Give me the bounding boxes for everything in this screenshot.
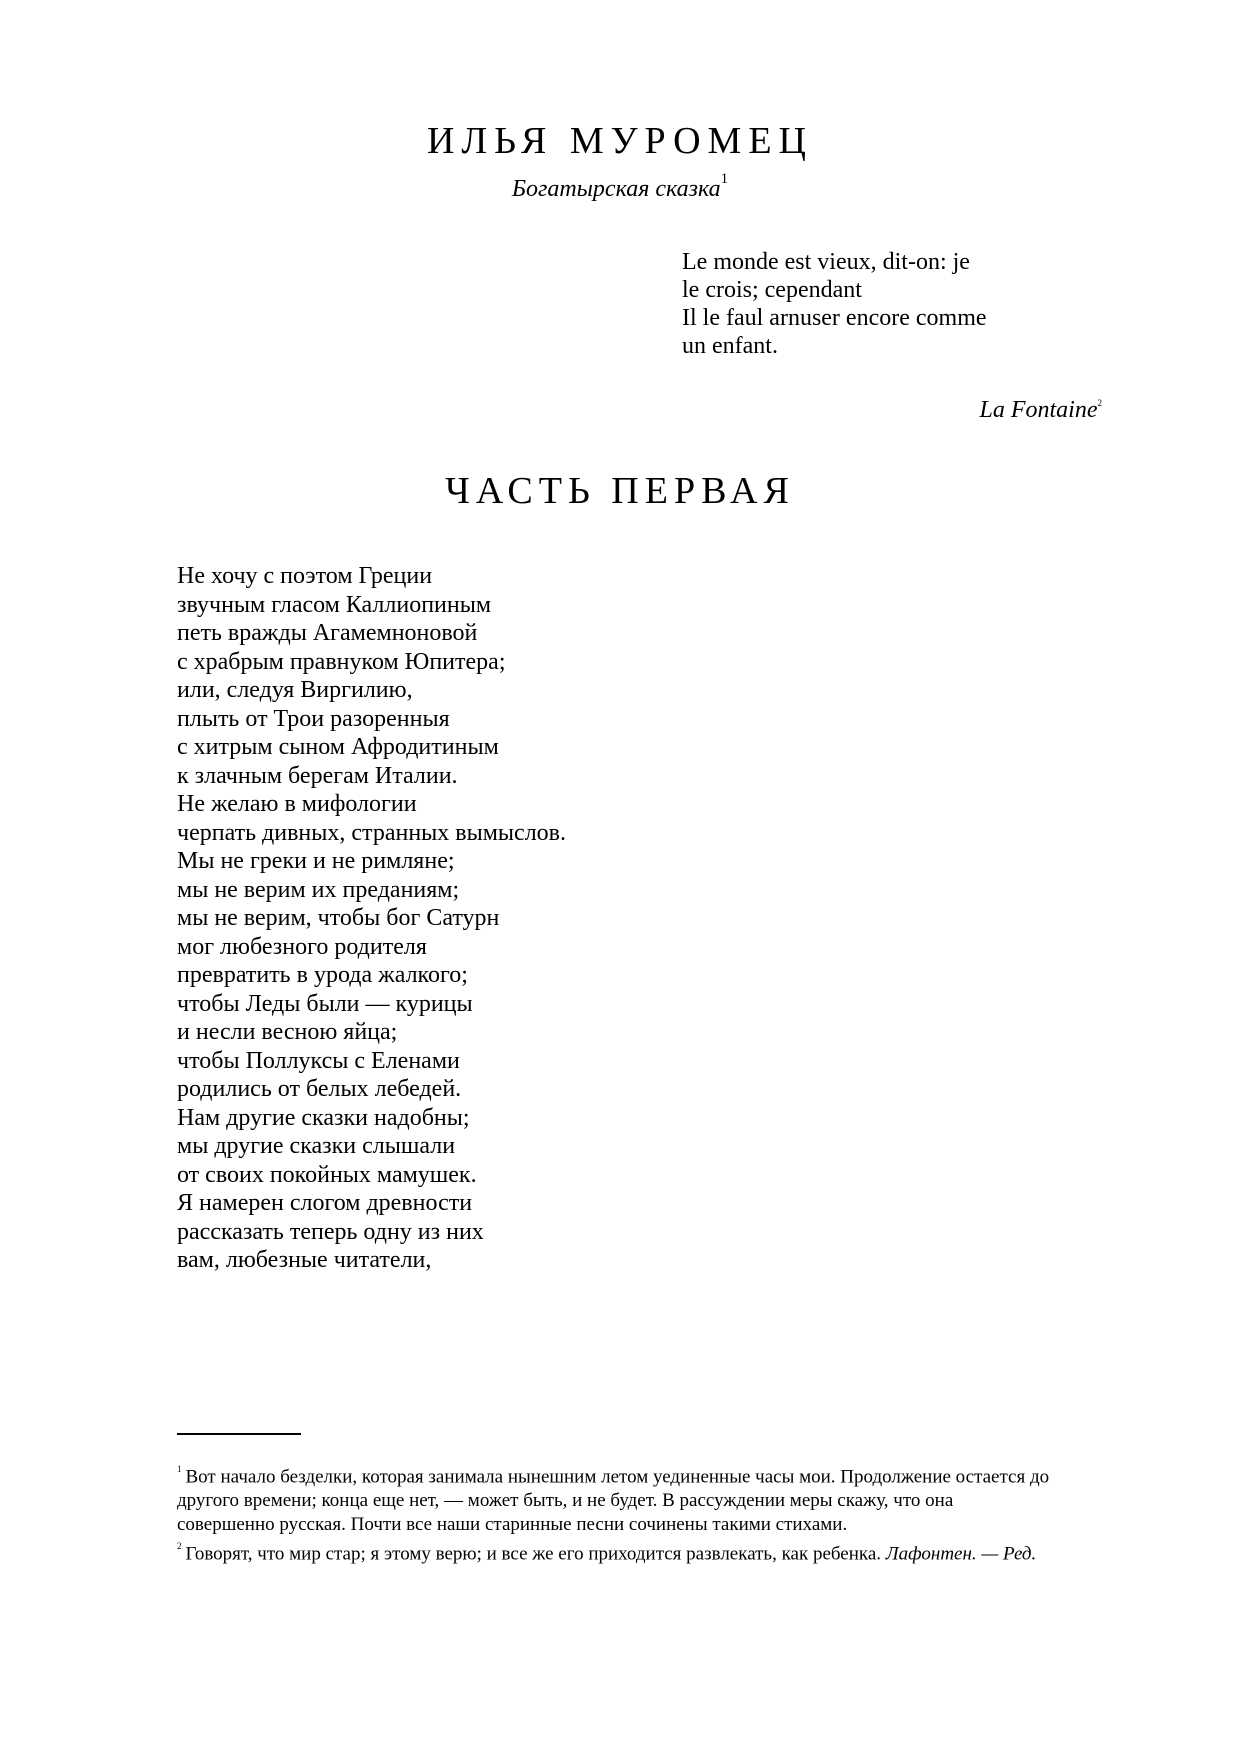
subtitle-text: Богатырская сказка bbox=[511, 176, 721, 202]
poem-line: чтобы Леды были — курицы bbox=[177, 990, 473, 1017]
poem-line: мы не верим их преданиям; bbox=[177, 876, 460, 903]
epigraph-line: un enfant. bbox=[682, 333, 778, 359]
epigraph-line: Le monde est vieux, dit-on: je bbox=[682, 249, 970, 275]
footnote-ref-2[interactable]: 2 bbox=[1097, 398, 1102, 408]
epigraph-line: le crois; cependant bbox=[682, 277, 862, 303]
footnote-text: совершенно русская. Почти все наши старинные песни сочинены такими стихами. bbox=[177, 1514, 848, 1536]
poem-line: от своих покойных мамушек. bbox=[177, 1161, 477, 1188]
footnotes bbox=[177, 1460, 1147, 1567]
footnote-text: Вот начало безделки, которая занимала нынешним летом уединенные часы мои. Продолжение остается до bbox=[185, 1466, 1050, 1488]
epigraph bbox=[682, 248, 1062, 360]
footnote-text: Говорят, что мир стар; я этому верю; и все же его приходится развлекать, как ребенка. bbox=[185, 1543, 882, 1565]
footnote-2 bbox=[177, 1537, 1147, 1566]
epigraph-author-name: La Fontaine bbox=[979, 397, 1098, 423]
poem-line: вам, любезные читатели, bbox=[177, 1247, 432, 1273]
footnote-divider bbox=[177, 1433, 301, 1435]
poem-line: Не желаю в мифологии bbox=[177, 791, 417, 817]
page-title: ИЛЬЯ МУРОМЕЦ bbox=[426, 120, 814, 162]
poem-line: черпать дивных, странных вымыслов. bbox=[177, 819, 567, 846]
poem-line: превратить в урода жалкого; bbox=[177, 962, 468, 988]
subtitle bbox=[0, 168, 1240, 204]
footnote-marker: 2 bbox=[177, 1541, 182, 1552]
footnote-text: другого времени; конца еще нет, — может быть, и не будет. В рассуждении меры скажу, что она bbox=[177, 1490, 954, 1512]
poem-line: Нам другие сказки надобны; bbox=[177, 1104, 470, 1131]
part-title: ЧАСТЬ ПЕРВАЯ bbox=[445, 470, 795, 512]
poem-line: рассказать теперь одну из них bbox=[177, 1218, 484, 1245]
poem-line: или, следуя Виргилию, bbox=[177, 677, 413, 703]
poem-line: Мы не греки и не римляне; bbox=[177, 848, 455, 874]
poem-line: звучным гласом Каллиопиным bbox=[177, 591, 492, 618]
poem-line: мы не верим, чтобы бог Сатурн bbox=[177, 905, 500, 931]
footnote-attribution: Лафонтен. — Ред. bbox=[885, 1543, 1037, 1565]
footnote-1 bbox=[177, 1460, 1147, 1537]
poem-line: мы другие сказки слышали bbox=[177, 1133, 456, 1159]
epigraph-line: Il le faul arnuser encore comme bbox=[682, 305, 987, 331]
footnote-marker: 1 bbox=[177, 1464, 182, 1474]
poem-line: Не хочу с поэтом Греции bbox=[177, 563, 433, 589]
poem-line: петь вражды Агамемноновой bbox=[177, 620, 478, 646]
poem-line: с храбрым правнуком Юпитера; bbox=[177, 648, 506, 675]
footnote-ref-1[interactable]: 1 bbox=[720, 171, 729, 187]
epigraph-author bbox=[870, 390, 1102, 425]
poem-line: мог любезного родителя bbox=[177, 933, 427, 960]
poem-line: и несли весною яйца; bbox=[177, 1019, 398, 1045]
poem-line: с хитрым сыном Афродитиным bbox=[177, 734, 499, 760]
poem-line: к злачным берегам Италии. bbox=[177, 762, 458, 789]
poem-line: чтобы Поллуксы с Еленами bbox=[177, 1047, 460, 1074]
poem-body bbox=[177, 562, 877, 1275]
poem-line: Я намерен слогом древности bbox=[177, 1190, 473, 1216]
poem-line: родились от белых лебедей. bbox=[177, 1076, 462, 1102]
poem-line: плыть от Трои разоренныя bbox=[177, 705, 450, 732]
